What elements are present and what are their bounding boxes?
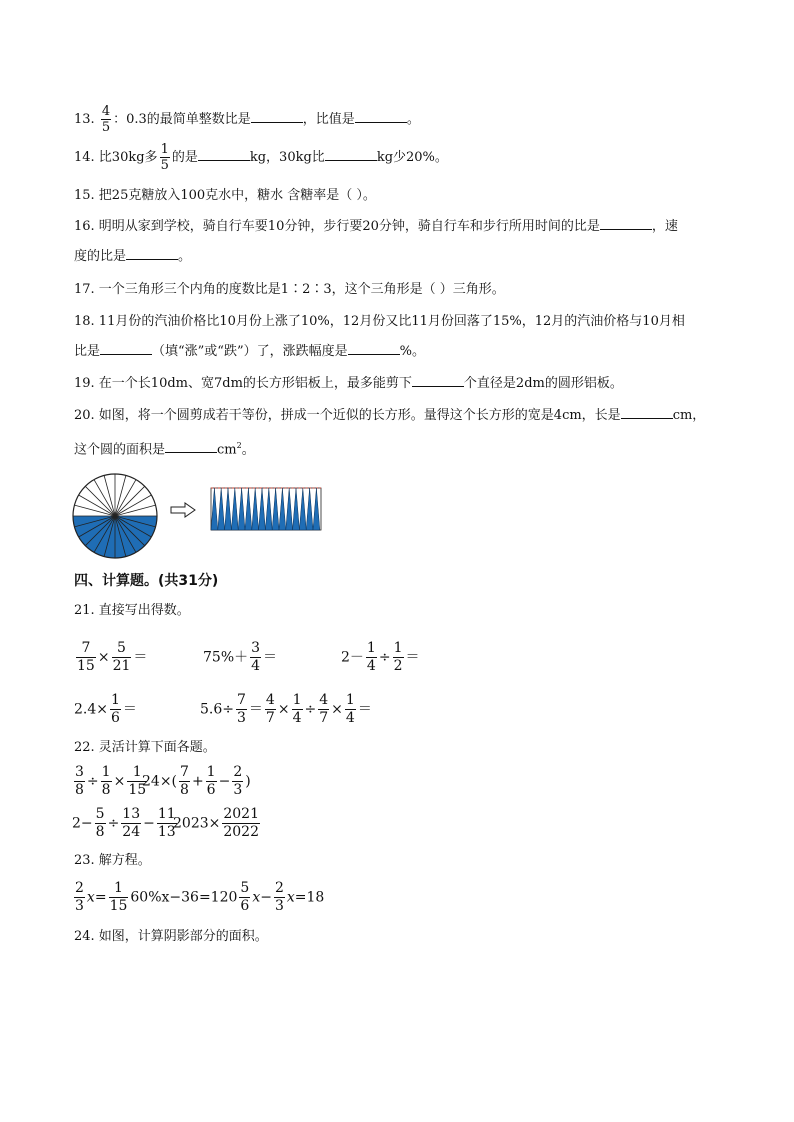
answer-blank[interactable] [412,386,464,387]
question-20-line-1: 20. 如图，将一个圆剪成若干等份，拼成一个近似的长方形。量得这个长方形的宽是4cm，长是 cm， [74,408,706,423]
question-18-line-2: 比是 （填“涨”或“跌”）了，涨跌幅度是 %。 [74,344,425,359]
equation-23-row: $\frac{2}{3}$ x= $\frac{1}{15}$ 60%x−36=120 $\frac{5}{6}$ x− $\frac{2}{3}$ x=18 [75,880,325,914]
expression-21-3: 2－ $\frac{1}{4}$ ÷ $\frac{1}{2}$ ＝ [341,640,420,674]
expression-22-1: $\frac{3}{8}$ ÷ $\frac{1}{8}$ × $\frac{1}{15}$ [75,764,147,798]
question-13: 13. $\frac{4}{5}$ ：0.3的最简单整数比是 ，比值是 。 [74,104,420,135]
question-23-title: 23. 解方程。 [74,853,151,868]
question-15: 15. 把25克糖放入100克水中，糖水 含糖率是（ ）。 [74,188,376,203]
question-18-line-1: 18. 11月份的汽油价格比10月份上涨了10%，12月份又比11月份回落了15%，12月的汽油价格与10月相 [74,314,685,329]
question-22-title: 22. 灵活计算下面各题。 [74,740,216,755]
question-20-line-2: 这个圆的面积是 $cm^2$。 [74,441,255,458]
question-number: 13. [74,112,95,127]
question-14: 14. 比30kg多 $\frac{1}{5}$ 的是 kg，30kg比 kg少20%。 [74,142,448,173]
answer-blank[interactable] [355,122,407,123]
right-arrow-icon [170,502,196,518]
answer-blank[interactable] [251,122,303,123]
answer-blank[interactable] [126,259,178,260]
answer-blank[interactable] [600,229,652,230]
question-24-title: 24. 如图，计算阴影部分的面积。 [74,929,268,944]
answer-blank[interactable] [100,354,152,355]
fraction: $\frac{1}{5}$ [160,142,169,173]
fraction: $\frac{4}{5}$ [101,104,111,135]
answer-blank[interactable] [621,418,673,419]
question-16-line-1: 16. 明明从家到学校，骑自行车要10分钟，步行要20分钟，骑自行车和步行所用时间的比是 ，速 [74,219,678,234]
expression-22-3: 2− $\frac{5}{8}$ ÷ $\frac{13}{24}$ − $\frac{11}{13}$ [72,806,176,840]
rearranged-rectangle-figure [208,486,324,532]
expression-22-2: 24×( $\frac{7}{8}$ + $\frac{1}{6}$ − $\frac{2}{3}$ ) [142,764,251,798]
expression-21-1: $\frac{7}{15}$ × $\frac{5}{21}$ ＝ [77,640,148,674]
section-4-heading: 四、计算题。(共31分) [74,573,219,589]
answer-blank[interactable] [325,160,377,161]
expression-21-2: 75%＋ $\frac{3}{4}$ ＝ [203,640,278,674]
question-16-line-2: 度的比是 。 [74,249,192,264]
answer-blank[interactable] [198,160,250,161]
expression-21-5: 5.6÷ $\frac{7}{3}$ ＝ $\frac{4}{7}$ × $\frac{1}{4}$ ÷ $\frac{4}{7}$ × $\frac{1}{4}$ ＝ [200,692,372,726]
question-19: 19. 在一个长10dm、宽7dm的长方形铝板上，最多能剪下 个直径是2dm的圆形铝板。 [74,376,623,391]
answer-blank[interactable] [165,452,217,453]
expression-21-4: 2.4× $\frac{1}{6}$ ＝ [74,692,137,726]
question-21-title: 21. 直接写出得数。 [74,603,190,618]
answer-blank[interactable] [348,354,400,355]
sector-lines [73,474,157,558]
circle-sectors-figure [72,473,158,559]
expression-22-4: 2023× $\frac{2021}{2022}$ [173,806,259,840]
question-17: 17. 一个三角形三个内角的度数比是1∶2∶3，这个三角形是（ ）三角形。 [74,282,505,297]
